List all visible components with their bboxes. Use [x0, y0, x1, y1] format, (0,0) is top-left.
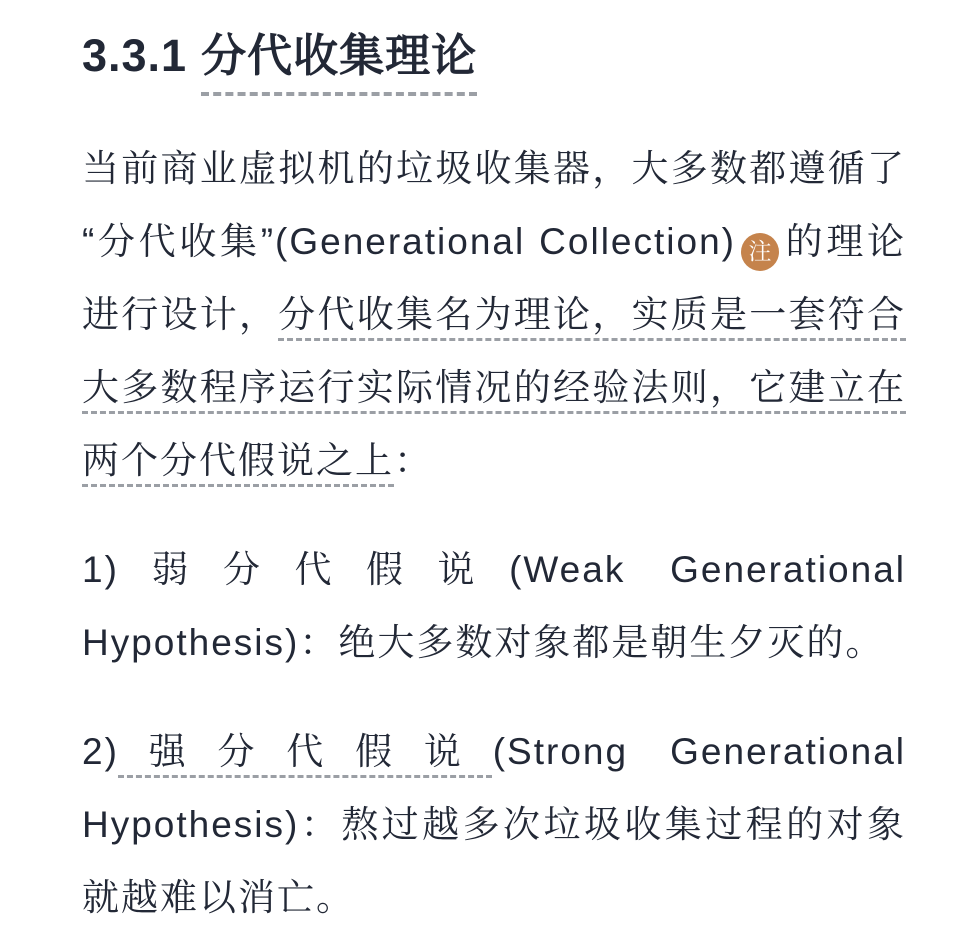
paragraph-3 — [82, 715, 906, 934]
paragraph-2 — [82, 533, 906, 679]
paragraph-1 — [82, 132, 906, 497]
text-segment: ： — [394, 440, 433, 482]
footnote-note-icon[interactable]: 注 — [741, 233, 779, 271]
text-segment: 当前商业虚拟机的垃圾收集器，大多数都遵循了“分代收集”(Generational Collection) — [82, 148, 906, 263]
text-segment: 的理论进行设计， — [82, 221, 906, 336]
text-segment: 1)弱分代假说(Weak Generational Hypothesis)：绝大多数对象都是朝生夕灭的。 — [82, 549, 906, 664]
content-body — [82, 132, 906, 934]
text-segment: 2) — [82, 731, 119, 773]
section-heading — [82, 28, 906, 96]
annotation-underlined-text[interactable]: 强分代假说 — [118, 731, 493, 773]
annotation-underlined-text[interactable]: 分代收集名为理论，实质是一套符合大多数程序运行实际情况的经验法则，它建立在两个分代假说之上 — [82, 294, 906, 482]
section-title: 分代收集理论 — [201, 28, 477, 96]
section-number: 3.3.1 — [82, 30, 188, 81]
text-segment: (Strong Generational Hypothesis)：熬过越多次垃圾收集过程的对象就越难以消亡。 — [82, 731, 906, 919]
